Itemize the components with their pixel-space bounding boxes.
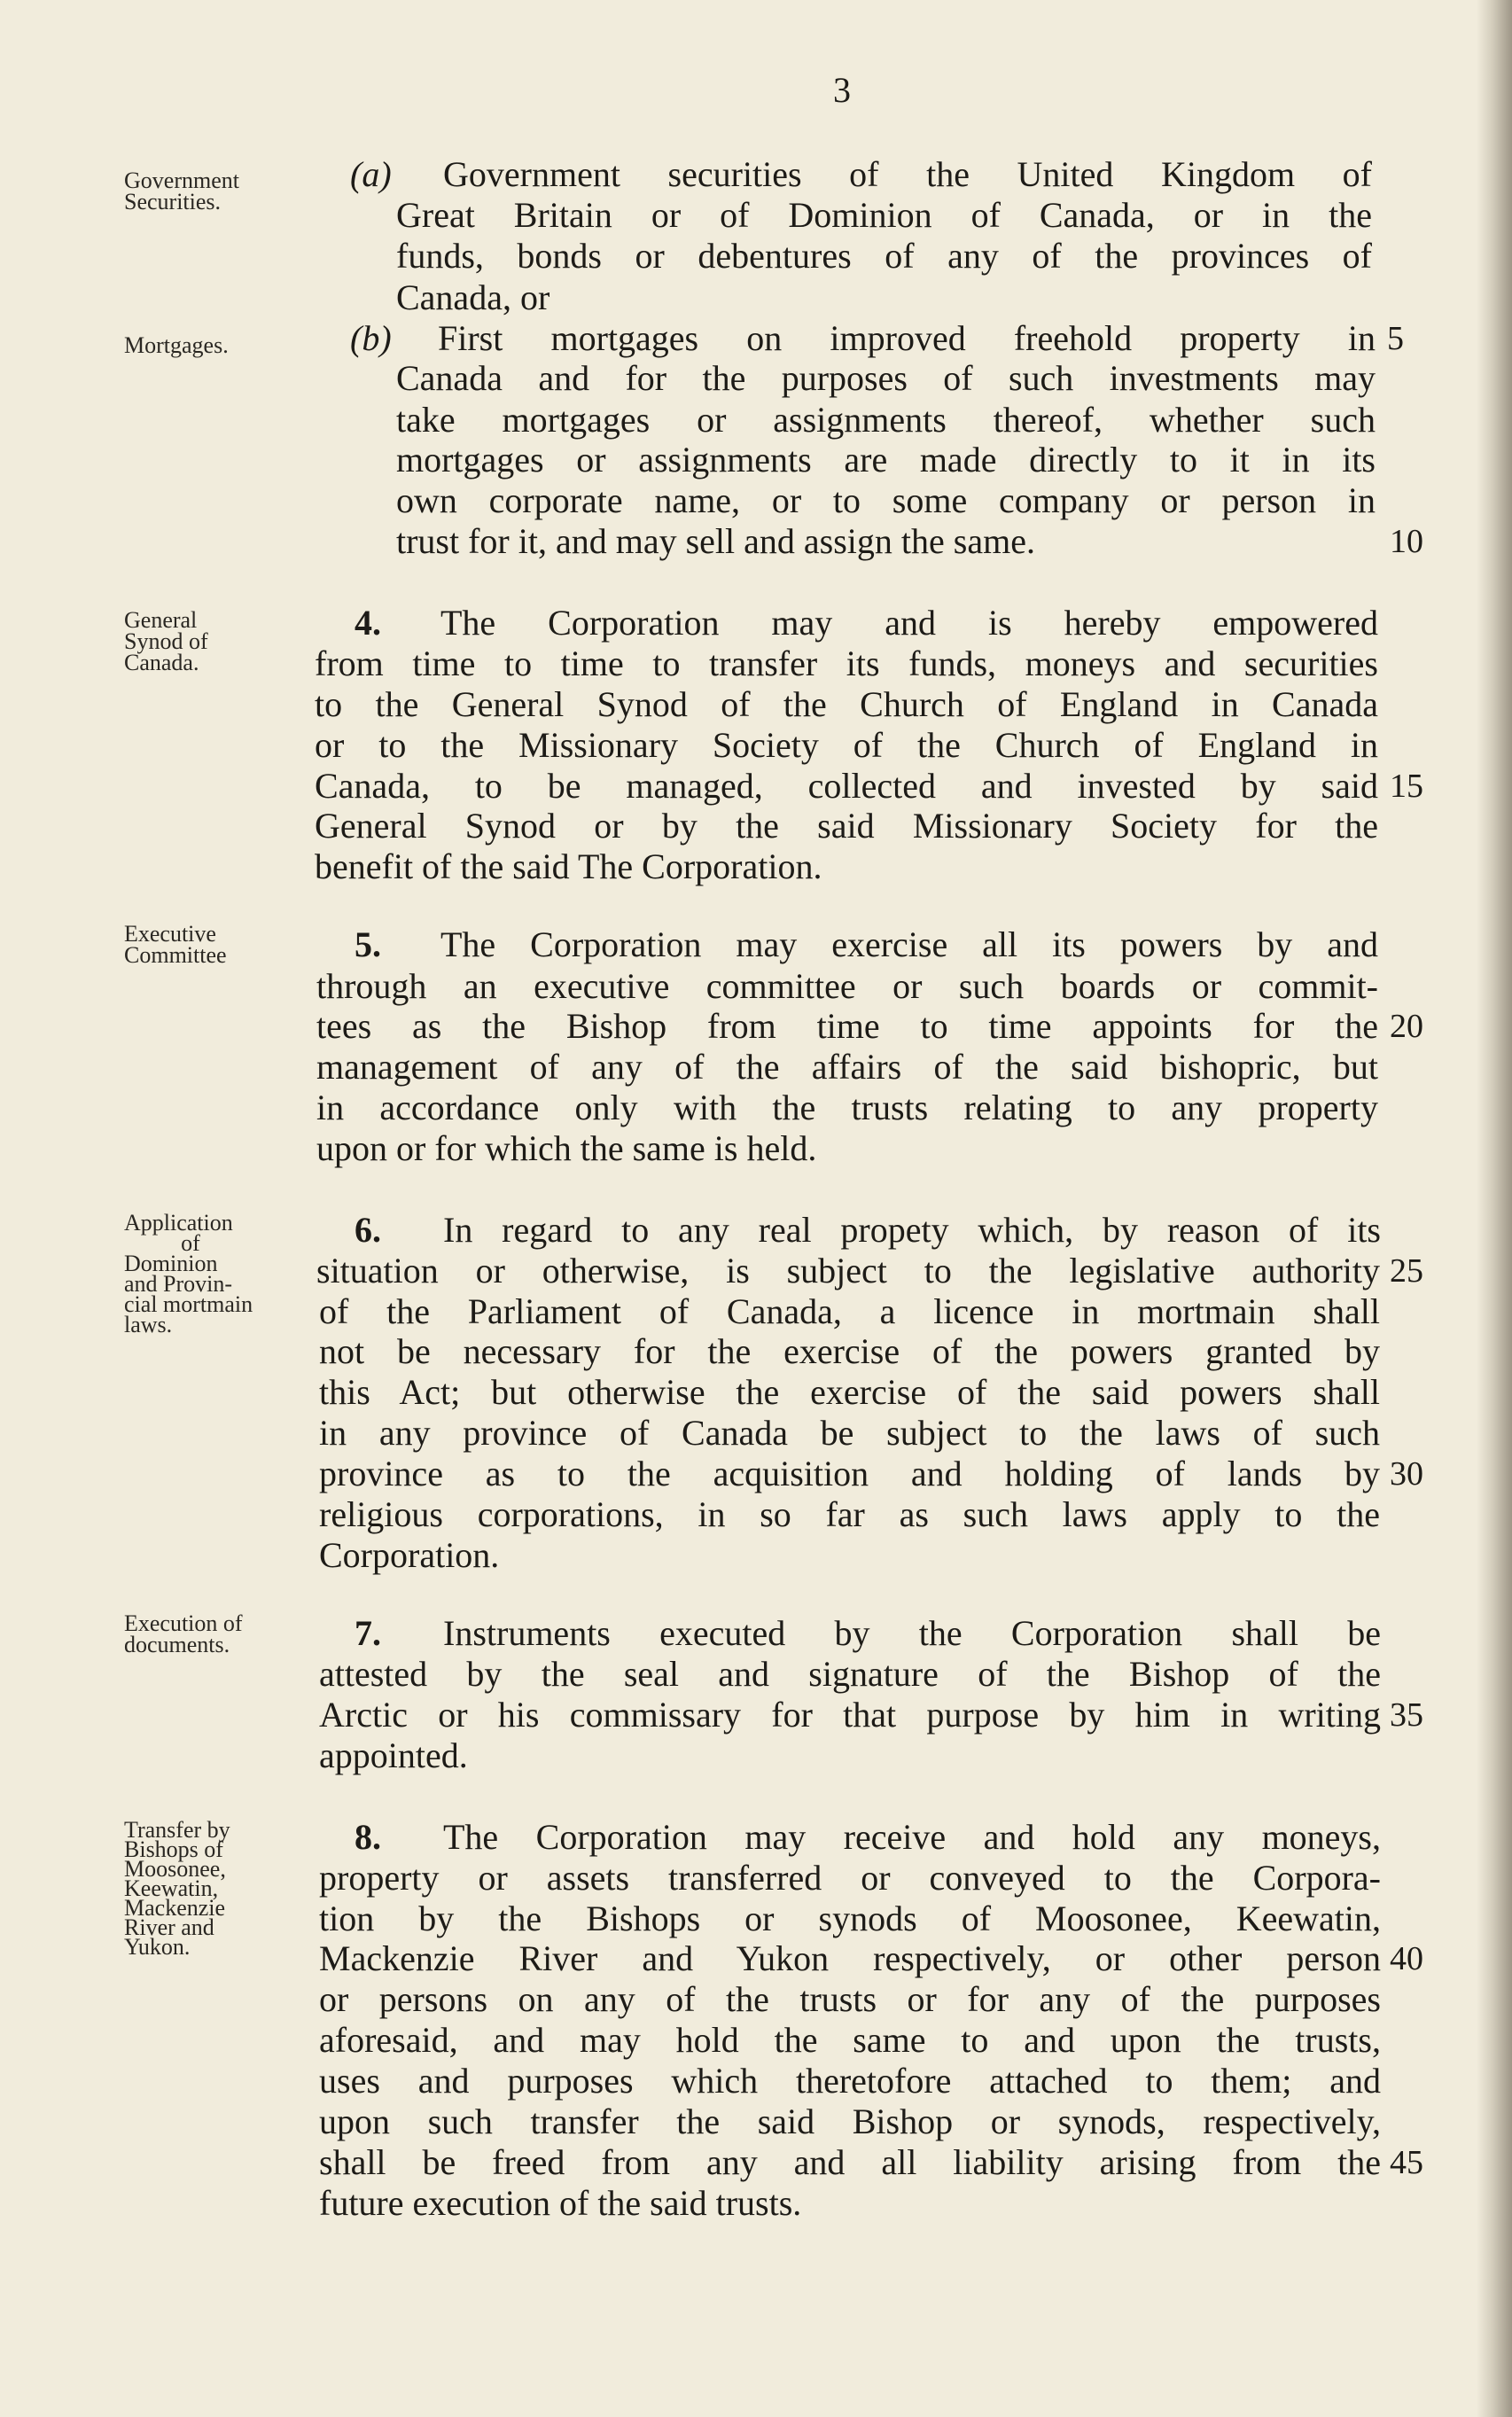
line-number: 35	[1390, 1696, 1423, 1734]
body-line: 7. Instruments executed by the Corporation shall be	[355, 1613, 1381, 1653]
body-line: uses and purposes which theretofore attached to them; and	[319, 2061, 1381, 2101]
body-line: province as to the acquisition and holding of lands by	[319, 1454, 1380, 1493]
body-line: attested by the seal and signature of the Bishop of the	[319, 1654, 1381, 1694]
body-line: 4. The Corporation may and is hereby empowered	[355, 603, 1378, 643]
body-line: mortgages or assignments are made directly to it in its	[396, 440, 1376, 480]
line-number: 40	[1390, 1940, 1423, 1977]
body-line: in accordance only with the trusts relating to any property	[316, 1088, 1378, 1127]
body-line: Canada, or	[396, 277, 550, 317]
body-line: future execution of the said trusts.	[319, 2183, 802, 2223]
body-line: Mackenzie River and Yukon respectively, or other person	[319, 1938, 1381, 1978]
section-number: 4.	[355, 603, 381, 643]
section-number: 7.	[355, 1613, 381, 1653]
section-number: 8.	[355, 1817, 381, 1857]
body-line: this Act; but otherwise the exercise of the said powers shall	[319, 1372, 1380, 1412]
clause-label: (b)	[350, 318, 392, 358]
body-line: through an executive committee or such boards or commit-	[316, 966, 1378, 1006]
body-line: Arctic or his commissary for that purpose by him in writing	[319, 1695, 1381, 1735]
body-line: to the General Synod of the Church of England in Canada	[315, 684, 1378, 724]
line-number: 30	[1390, 1455, 1423, 1493]
margin-note-general-synod: General Synod of Canada.	[124, 607, 208, 675]
body-line: not be necessary for the exercise of the powers granted by	[319, 1331, 1380, 1371]
line-number: 20	[1390, 1008, 1423, 1045]
margin-note-executive-committee: Executive Committee	[124, 921, 227, 968]
page-number: 3	[833, 70, 851, 110]
margin-note-government-securities: Government Securities.	[124, 168, 239, 214]
body-line: appointed.	[319, 1735, 468, 1775]
body-line: (a) Government securities of the United Kingdom of	[350, 154, 1372, 194]
margin-note-mortmain-laws: Application of Dominion and Provin- cial mortmain laws.	[124, 1210, 253, 1337]
body-line: trust for it, and may sell and assign the same.	[396, 521, 1035, 561]
body-line: Corporation.	[319, 1535, 500, 1575]
line-number: 45	[1390, 2144, 1423, 2181]
body-line: Great Britain or of Dominion of Canada, or in the	[396, 195, 1372, 235]
body-line: aforesaid, and may hold the same to and upon the trusts,	[319, 2020, 1381, 2060]
section-number: 5.	[355, 924, 381, 964]
body-line: religious corporations, in so far as such laws apply to the	[319, 1494, 1380, 1534]
line-number: 5	[1387, 320, 1404, 357]
body-line: or persons on any of the trusts or for any of the purposes	[319, 1979, 1381, 2019]
line-number: 10	[1390, 523, 1423, 560]
section-number: 6.	[355, 1210, 381, 1250]
margin-note-transfer-by-bishops: Transfer by Bishops of Moosonee, Keewatin, Mackenzie River and Yukon.	[124, 1817, 230, 1960]
body-line: upon such transfer the said Bishop or synods, respectively,	[319, 2101, 1381, 2141]
body-line: take mortgages or assignments thereof, whether such	[396, 400, 1376, 440]
body-line: Canada, to be managed, collected and invested by said	[315, 766, 1378, 806]
body-line: tion by the Bishops or synods of Moosonee, Keewatin,	[319, 1899, 1381, 1938]
body-line: 5. The Corporation may exercise all its powers by and	[355, 924, 1378, 964]
body-line: tees as the Bishop from time to time appoints for the	[316, 1006, 1378, 1046]
line-number: 25	[1390, 1252, 1423, 1290]
body-line: or to the Missionary Society of the Church of England in	[315, 725, 1378, 765]
margin-note-execution-of-documents: Execution of documents.	[124, 1610, 243, 1657]
body-line: 6. In regard to any real propety which, by reason of its	[355, 1210, 1381, 1250]
body-line: management of any of the affairs of the said bishopric, but	[316, 1047, 1378, 1087]
body-line: from time to time to transfer its funds, moneys and securities	[315, 643, 1378, 683]
body-line: property or assets transferred or conveyed to the Corpora-	[319, 1858, 1381, 1898]
body-line: situation or otherwise, is subject to the legislative authority	[316, 1251, 1380, 1290]
body-line: funds, bonds or debentures of any of the provinces of	[396, 236, 1372, 276]
body-line: General Synod or by the said Missionary Society for the	[315, 806, 1378, 846]
body-line: own corporate name, or to some company or person in	[396, 480, 1376, 520]
body-line: of the Parliament of Canada, a licence in mortmain shall	[319, 1291, 1380, 1331]
clause-label: (a)	[350, 154, 392, 194]
body-line: benefit of the said The Corporation.	[315, 846, 822, 886]
body-line: upon or for which the same is held.	[316, 1128, 817, 1168]
body-line: (b) First mortgages on improved freehold property in	[350, 318, 1376, 358]
margin-note-mortgages: Mortgages.	[124, 332, 229, 358]
line-number: 15	[1390, 768, 1423, 805]
body-line: Canada and for the purposes of such investments may	[396, 358, 1376, 398]
body-line: in any province of Canada be subject to the laws of such	[319, 1413, 1380, 1453]
body-line: shall be freed from any and all liability arising from the	[319, 2142, 1381, 2182]
body-line: 8. The Corporation may receive and hold any moneys,	[355, 1817, 1381, 1857]
